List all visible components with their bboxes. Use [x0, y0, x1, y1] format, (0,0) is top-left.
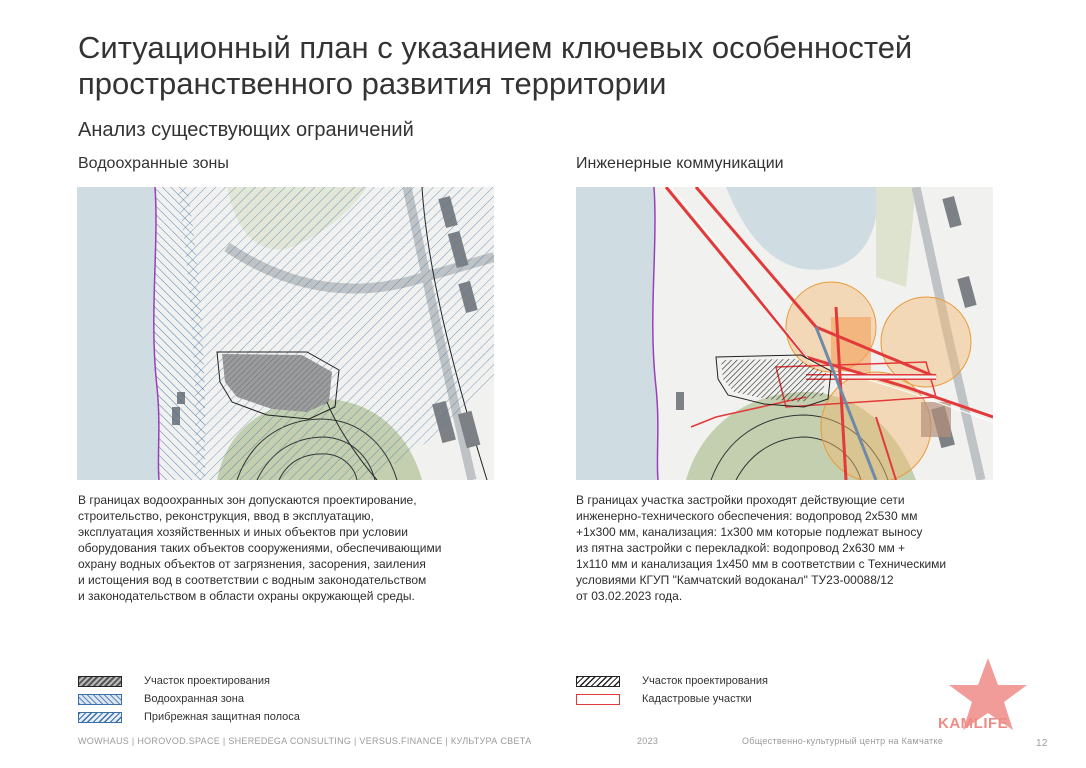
water-zones-map: [77, 187, 494, 480]
footer-partners: WOWHAUS | HOROVOD.SPACE | SHEREDEGA CONSULTING | VERSUS.FINANCE | КУЛЬТУРА СВЕТА: [78, 736, 532, 746]
legend-label: Кадастровые участки: [642, 693, 752, 705]
legend-label: Водоохранная зона: [144, 693, 244, 705]
utilities-map: [576, 187, 993, 480]
legend-label: Участок проектирования: [642, 675, 768, 687]
cadastral-plots-swatch: [576, 694, 620, 705]
page-number: 12: [1036, 738, 1048, 749]
legend-item-cadastral-plots: [576, 690, 768, 708]
design-site-swatch: [576, 676, 620, 687]
water-zones-legend: [78, 672, 300, 726]
legend-item-design-site: [78, 672, 300, 690]
legend-item-water-protection-zone: [78, 690, 300, 708]
heading-utilities: Инженерные коммуникации: [576, 155, 784, 172]
legend-item-design-site: [576, 672, 768, 690]
utilities-legend: [576, 672, 768, 708]
page-subtitle: Анализ существующих ограничений: [78, 119, 414, 141]
heading-water-zones: Водоохранные зоны: [78, 155, 229, 172]
legend-label: Прибрежная защитная полоса: [144, 711, 300, 723]
legend-item-coastal-strip: [78, 708, 300, 726]
page-title: Ситуационный план с указанием ключевых особенностей пространственного развития территории: [78, 30, 913, 101]
water-protection-zone-swatch: [78, 694, 122, 705]
utilities-description: В границах участка застройки проходят действующие сети инженерно-технического обеспечения: водопровод 2х530 мм +1х300 мм, канализация: 1х300 мм которые подлежат выносу из пятна застройки с перекладкой: водопровод 2х630 мм + 1х110 мм и канализация 1х450 мм в соответствии с Техническими условиями КГУП "Камчатский водоканал" ТУ23-00088/12 от 03.02.2023 года.: [576, 493, 947, 603]
footer-project: Общественно-культурный центр на Камчатке: [742, 736, 944, 746]
footer-year: 2023: [637, 736, 659, 746]
design-site-swatch: [78, 676, 122, 687]
legend-label: Участок проектирования: [144, 675, 270, 687]
coastal-strip-swatch: [78, 712, 122, 723]
logo-text: KAMLIFE: [938, 715, 1009, 732]
water-zones-description: В границах водоохранных зон допускаются проектирование, строительство, реконструкция, ввод в эксплуатацию, эксплуатация хозяйственных и иных объектов при условии оборудования таких объектов сооружениями, обеспечивающими охрану водных объектов от загрязнения, засорения, заиления и истощения вод в соответствии с водным законодательством и законодательством в области охраны окружающей среды.: [78, 493, 442, 603]
